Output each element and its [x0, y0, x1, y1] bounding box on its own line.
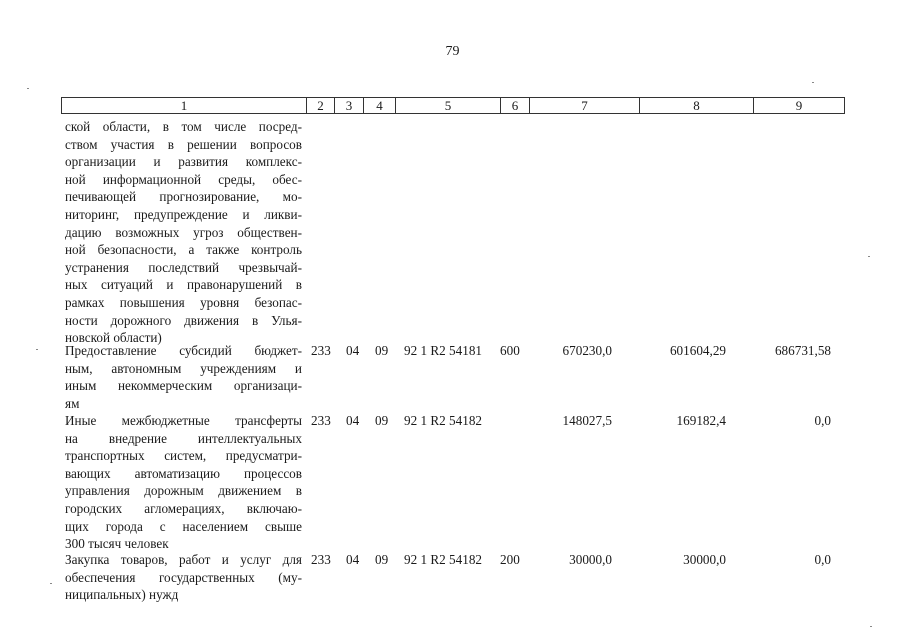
cell-target-article: 92 1 R2 54182 — [404, 413, 483, 428]
cell-amount-year-1: 670230,0 — [562, 343, 612, 358]
table-header — [61, 97, 845, 114]
cell-subsection-1: 04 — [346, 343, 360, 358]
cell-section-code: 233 — [311, 413, 331, 428]
description-line: Иные межбюджетные трансферты — [65, 413, 302, 428]
description-line: Закупка товаров, работ и услуг для — [65, 552, 302, 567]
header-col-5: 5 — [395, 98, 500, 113]
cell-expense-type: 200 — [500, 552, 520, 567]
description-line: ных ситуаций и правонарушений в — [65, 277, 302, 293]
cell-subsection-2: 09 — [375, 413, 389, 428]
row-description — [65, 342, 302, 412]
description-line: устранения последствий чрезвычай- — [65, 259, 302, 275]
header-col-7: 7 — [529, 98, 639, 113]
cell-amount-year-3: 0,0 — [814, 413, 831, 428]
cell-amount-year-1: 148027,5 — [562, 413, 612, 428]
cell-amount-year-2: 30000,0 — [683, 552, 726, 567]
scan-speck — [868, 256, 870, 257]
header-col-9: 9 — [753, 98, 844, 113]
header-col-4: 4 — [363, 98, 395, 113]
cell-section-code: 233 — [311, 552, 331, 567]
row-description — [65, 118, 302, 347]
cell-amount-year-2: 169182,4 — [676, 413, 726, 428]
row-description — [65, 551, 302, 604]
scan-speck — [812, 82, 814, 83]
scan-speck — [27, 88, 29, 89]
description-line: ством участия в решении вопросов — [65, 136, 302, 152]
header-col-2: 2 — [306, 98, 334, 113]
cell-target-article: 92 1 R2 54181 — [404, 343, 483, 358]
row-description — [65, 412, 302, 553]
description-line: новской области) — [65, 330, 162, 346]
cell-subsection-1: 04 — [346, 413, 360, 428]
cell-section-code: 233 — [311, 343, 331, 358]
scan-speck — [36, 349, 38, 350]
cell-target-article: 92 1 R2 54182 — [404, 552, 483, 567]
cell-amount-year-3: 0,0 — [814, 552, 831, 567]
cell-subsection-2: 09 — [375, 343, 389, 358]
description-line: городских агломерациях, включаю- — [65, 500, 302, 516]
description-line: управления дорожным движением в — [65, 483, 302, 499]
description-line: дацию возможных угроз обществен- — [65, 224, 302, 240]
cell-expense-type: 600 — [500, 343, 520, 358]
header-col-1: 1 — [180, 98, 188, 113]
page-number: 79 — [445, 44, 460, 59]
scan-speck — [50, 583, 52, 584]
cell-subsection-1: 04 — [346, 552, 360, 567]
cell-amount-year-3: 686731,58 — [774, 343, 831, 358]
description-line: 300 тысяч человек — [65, 536, 169, 552]
description-line: ным, автономным учреждениям и — [65, 360, 302, 376]
description-line: ной информационной среды, обес- — [65, 171, 302, 187]
header-col-8: 8 — [639, 98, 753, 113]
description-line: печивающей прогнозирование, мо- — [65, 189, 302, 205]
description-line: на внедрение интеллектуальных — [65, 430, 302, 446]
description-line: щих города с населением свыше — [65, 518, 302, 534]
description-line: иным некоммерческим организаци- — [65, 378, 302, 394]
description-line: ской области, в том числе посред- — [65, 119, 302, 134]
header-col-6: 6 — [500, 98, 529, 113]
header-col-3: 3 — [334, 98, 363, 113]
description-line: ям — [65, 395, 80, 411]
cell-amount-year-1: 30000,0 — [569, 552, 612, 567]
description-line: ности дорожного движения в Улья- — [65, 312, 302, 328]
cell-amount-year-2: 601604,29 — [669, 343, 726, 358]
description-line: рамках повышения уровня безопас- — [65, 294, 302, 310]
description-line: организации и развития комплекс- — [65, 154, 302, 170]
scan-speck — [870, 626, 872, 627]
description-line: ниципальных) нужд — [65, 587, 179, 603]
description-line: ниторинг, предупреждение и ликви- — [65, 206, 302, 222]
description-line: вающих автоматизацию процессов — [65, 465, 302, 481]
description-line: обеспечения государственных (му- — [65, 569, 302, 585]
description-line: транспортных систем, предусматри- — [65, 448, 302, 464]
description-line: Предоставление субсидий бюджет- — [65, 343, 302, 358]
description-line: ной безопасности, а также контроль — [65, 242, 302, 258]
cell-subsection-2: 09 — [375, 552, 389, 567]
